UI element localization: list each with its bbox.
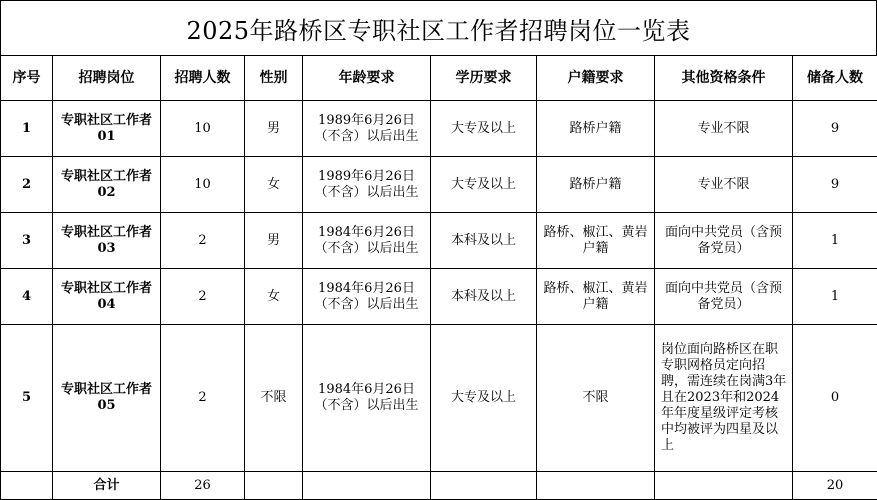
table-row bbox=[1, 269, 877, 325]
cell-household: 路桥、椒江、黄岩户籍 bbox=[537, 269, 655, 325]
table-row bbox=[1, 157, 877, 213]
header-age: 年龄要求 bbox=[303, 56, 431, 101]
total-row bbox=[1, 472, 877, 500]
cell-count: 2 bbox=[161, 213, 245, 269]
cell-gender: 女 bbox=[245, 269, 303, 325]
header-position: 招聘岗位 bbox=[53, 56, 161, 101]
recruitment-table bbox=[0, 55, 877, 500]
cell-education: 本科及以上 bbox=[431, 269, 537, 325]
cell-other: 专业不限 bbox=[655, 101, 793, 157]
cell-empty bbox=[655, 472, 793, 500]
cell-household: 不限 bbox=[537, 325, 655, 472]
cell-gender: 女 bbox=[245, 157, 303, 213]
cell-position: 专职社区工作者04 bbox=[53, 269, 161, 325]
cell-reserve: 9 bbox=[793, 101, 877, 157]
cell-no: 2 bbox=[1, 157, 53, 213]
cell-age: 1989年6月26日（不含）以后出生 bbox=[303, 101, 431, 157]
cell-gender: 男 bbox=[245, 213, 303, 269]
cell-no: 5 bbox=[1, 325, 53, 472]
cell-age: 1989年6月26日（不含）以后出生 bbox=[303, 157, 431, 213]
cell-age: 1984年6月26日（不含）以后出生 bbox=[303, 269, 431, 325]
cell-other: 专业不限 bbox=[655, 157, 793, 213]
header-no: 序号 bbox=[1, 56, 53, 101]
cell-education: 大专及以上 bbox=[431, 157, 537, 213]
cell-count: 10 bbox=[161, 157, 245, 213]
cell-gender: 男 bbox=[245, 101, 303, 157]
cell-household: 路桥户籍 bbox=[537, 101, 655, 157]
cell-age: 1984年6月26日（不含）以后出生 bbox=[303, 213, 431, 269]
cell-empty bbox=[537, 472, 655, 500]
cell-no: 3 bbox=[1, 213, 53, 269]
total-reserve: 20 bbox=[793, 472, 877, 500]
cell-no: 1 bbox=[1, 101, 53, 157]
cell-position: 专职社区工作者01 bbox=[53, 101, 161, 157]
cell-gender: 不限 bbox=[245, 325, 303, 472]
cell-count: 10 bbox=[161, 101, 245, 157]
cell-reserve: 0 bbox=[793, 325, 877, 472]
cell-count: 2 bbox=[161, 325, 245, 472]
header-row bbox=[1, 56, 877, 101]
cell-age: 1984年6月26日（不含）以后出生 bbox=[303, 325, 431, 472]
cell-position: 专职社区工作者05 bbox=[53, 325, 161, 472]
cell-empty bbox=[1, 472, 53, 500]
cell-other: 岗位面向路桥区在职专职网格员定向招聘，需连续在岗满3年且在2023年和2024年年度星级评定考核中均被评为四星及以上 bbox=[655, 325, 793, 472]
cell-education: 大专及以上 bbox=[431, 325, 537, 472]
cell-reserve: 9 bbox=[793, 157, 877, 213]
header-reserve: 储备人数 bbox=[793, 56, 877, 101]
page-title: 2025年路桥区专职社区工作者招聘岗位一览表 bbox=[0, 0, 877, 55]
total-count: 26 bbox=[161, 472, 245, 500]
cell-position: 专职社区工作者03 bbox=[53, 213, 161, 269]
cell-household: 路桥、椒江、黄岩户籍 bbox=[537, 213, 655, 269]
cell-no: 4 bbox=[1, 269, 53, 325]
cell-education: 大专及以上 bbox=[431, 101, 537, 157]
cell-reserve: 1 bbox=[793, 213, 877, 269]
cell-education: 本科及以上 bbox=[431, 213, 537, 269]
cell-empty bbox=[431, 472, 537, 500]
cell-empty bbox=[245, 472, 303, 500]
cell-empty bbox=[303, 472, 431, 500]
cell-reserve: 1 bbox=[793, 269, 877, 325]
header-gender: 性别 bbox=[245, 56, 303, 101]
table-row bbox=[1, 325, 877, 472]
table-row bbox=[1, 213, 877, 269]
cell-position: 专职社区工作者02 bbox=[53, 157, 161, 213]
cell-household: 路桥户籍 bbox=[537, 157, 655, 213]
header-other: 其他资格条件 bbox=[655, 56, 793, 101]
header-household: 户籍要求 bbox=[537, 56, 655, 101]
cell-count: 2 bbox=[161, 269, 245, 325]
cell-other: 面向中共党员（含预备党员） bbox=[655, 213, 793, 269]
total-label: 合计 bbox=[53, 472, 161, 500]
table-row bbox=[1, 101, 877, 157]
cell-other: 面向中共党员（含预备党员） bbox=[655, 269, 793, 325]
header-education: 学历要求 bbox=[431, 56, 537, 101]
header-count: 招聘人数 bbox=[161, 56, 245, 101]
